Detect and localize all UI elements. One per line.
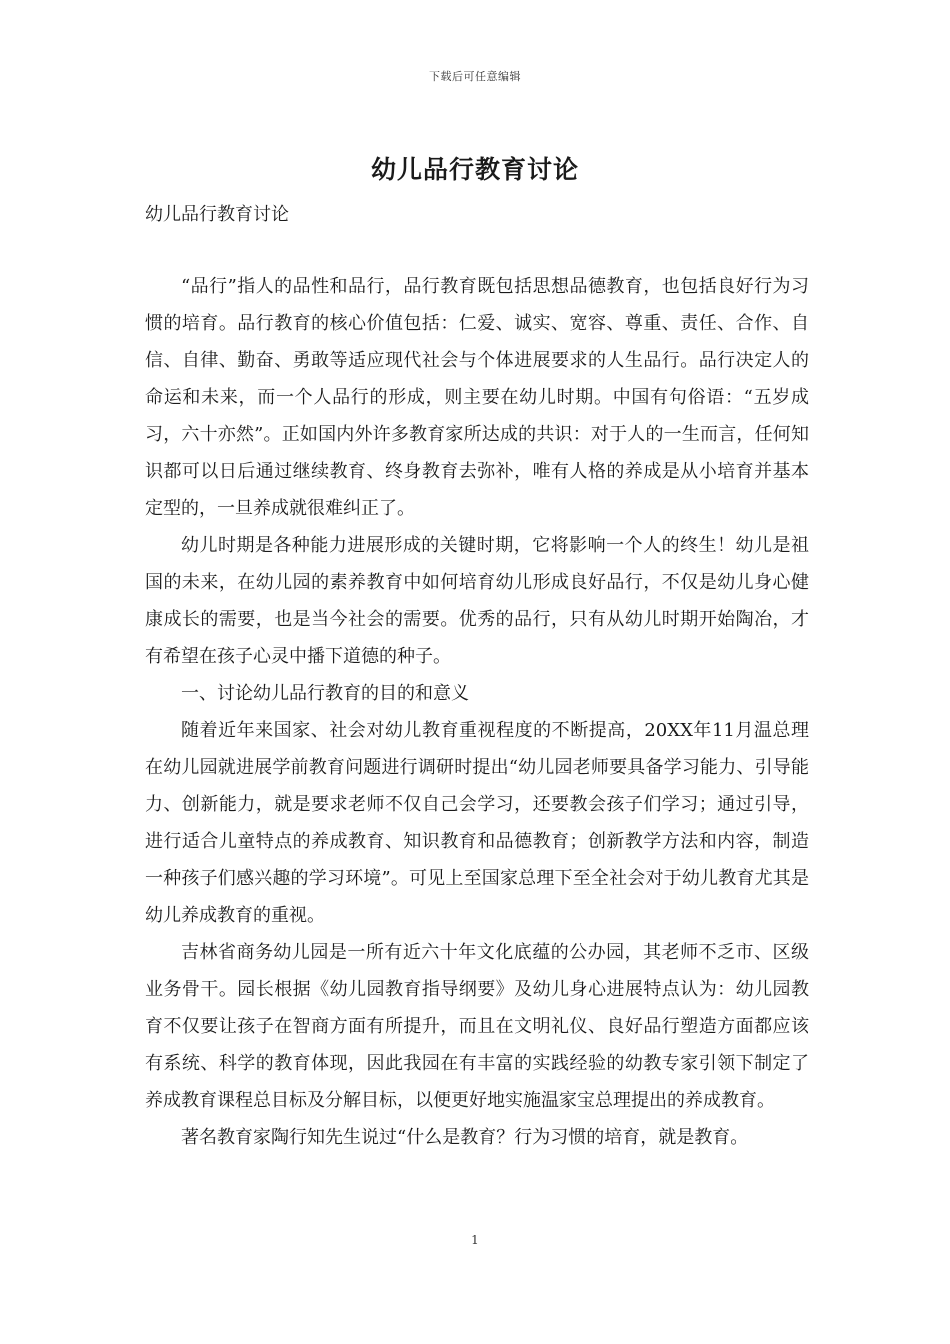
document-title: 幼儿品行教育讨论: [370, 155, 579, 184]
section-heading: 一、讨论幼儿品行教育的目的和意义: [181, 683, 469, 704]
paragraph: 幼儿时期是各种能力进展形成的关键时期，它将影响一个人的终生！幼儿是祖国的未来，在幼儿园的素养教育中如何培育幼儿形成良好品行，不仅是幼儿身心健康成长的需要，也是当今社会的需要。优秀的品行，只有从幼儿时期开始陶冶，才有希望在孩子心灵中播下道德的种子。: [145, 535, 809, 667]
document-subtitle: 幼儿品行教育讨论: [145, 204, 289, 225]
document-body: [145, 268, 809, 1156]
paragraph: 著名教育家陶行知先生说过“什么是教育？行为习惯的培育，就是教育。: [181, 1127, 749, 1148]
paragraph: 随着近年来国家、社会对幼儿教育重视程度的不断提高，20XX年11月温总理在幼儿园就进展学前教育问题进行调研时提出“幼儿园老师要具备学习能力、引导能力、创新能力，就是要求老师不仅自己会学习，还要教会孩子们学习；通过引导，进行适合儿童特点的养成教育、知识教育和品德教育；创新教学方法和内容，制造一种孩子们感兴趣的学习环境”。可见上至国家总理下至全社会对于幼儿教育尤其是幼儿养成教育的重视。: [145, 720, 809, 926]
paragraph: “品行”指人的品性和品行，品行教育既包括思想品德教育，也包括良好行为习惯的培育。品行教育的核心价值包括：仁爱、诚实、宽容、尊重、责任、合作、自信、自律、勤奋、勇敢等适应现代社会与个体进展要求的人生品行。品行决定人的命运和未来，而一个人品行的形成，则主要在幼儿时期。中国有句俗语：“五岁成习，六十亦然”。正如国内外许多教育家所达成的共识：对于人的一生而言，任何知识都可以日后通过继续教育、终身教育去弥补，唯有人格的养成是从小培育并基本定型的，一旦养成就很难纠正了。: [145, 276, 809, 519]
page-number: 1: [471, 1233, 479, 1247]
header-note: 下载后可任意编辑: [429, 70, 521, 83]
paragraph: 吉林省商务幼儿园是一所有近六十年文化底蕴的公办园，其老师不乏市、区级业务骨干。园长根据《幼儿园教育指导纲要》及幼儿身心进展特点认为：幼儿园教育不仅要让孩子在智商方面有所提升，而且在文明礼仪、良好品行塑造方面都应该有系统、科学的教育体现，因此我园在有丰富的实践经验的幼教专家引领下制定了养成教育课程总目标及分解目标，以便更好地实施温家宝总理提出的养成教育。: [145, 942, 809, 1111]
